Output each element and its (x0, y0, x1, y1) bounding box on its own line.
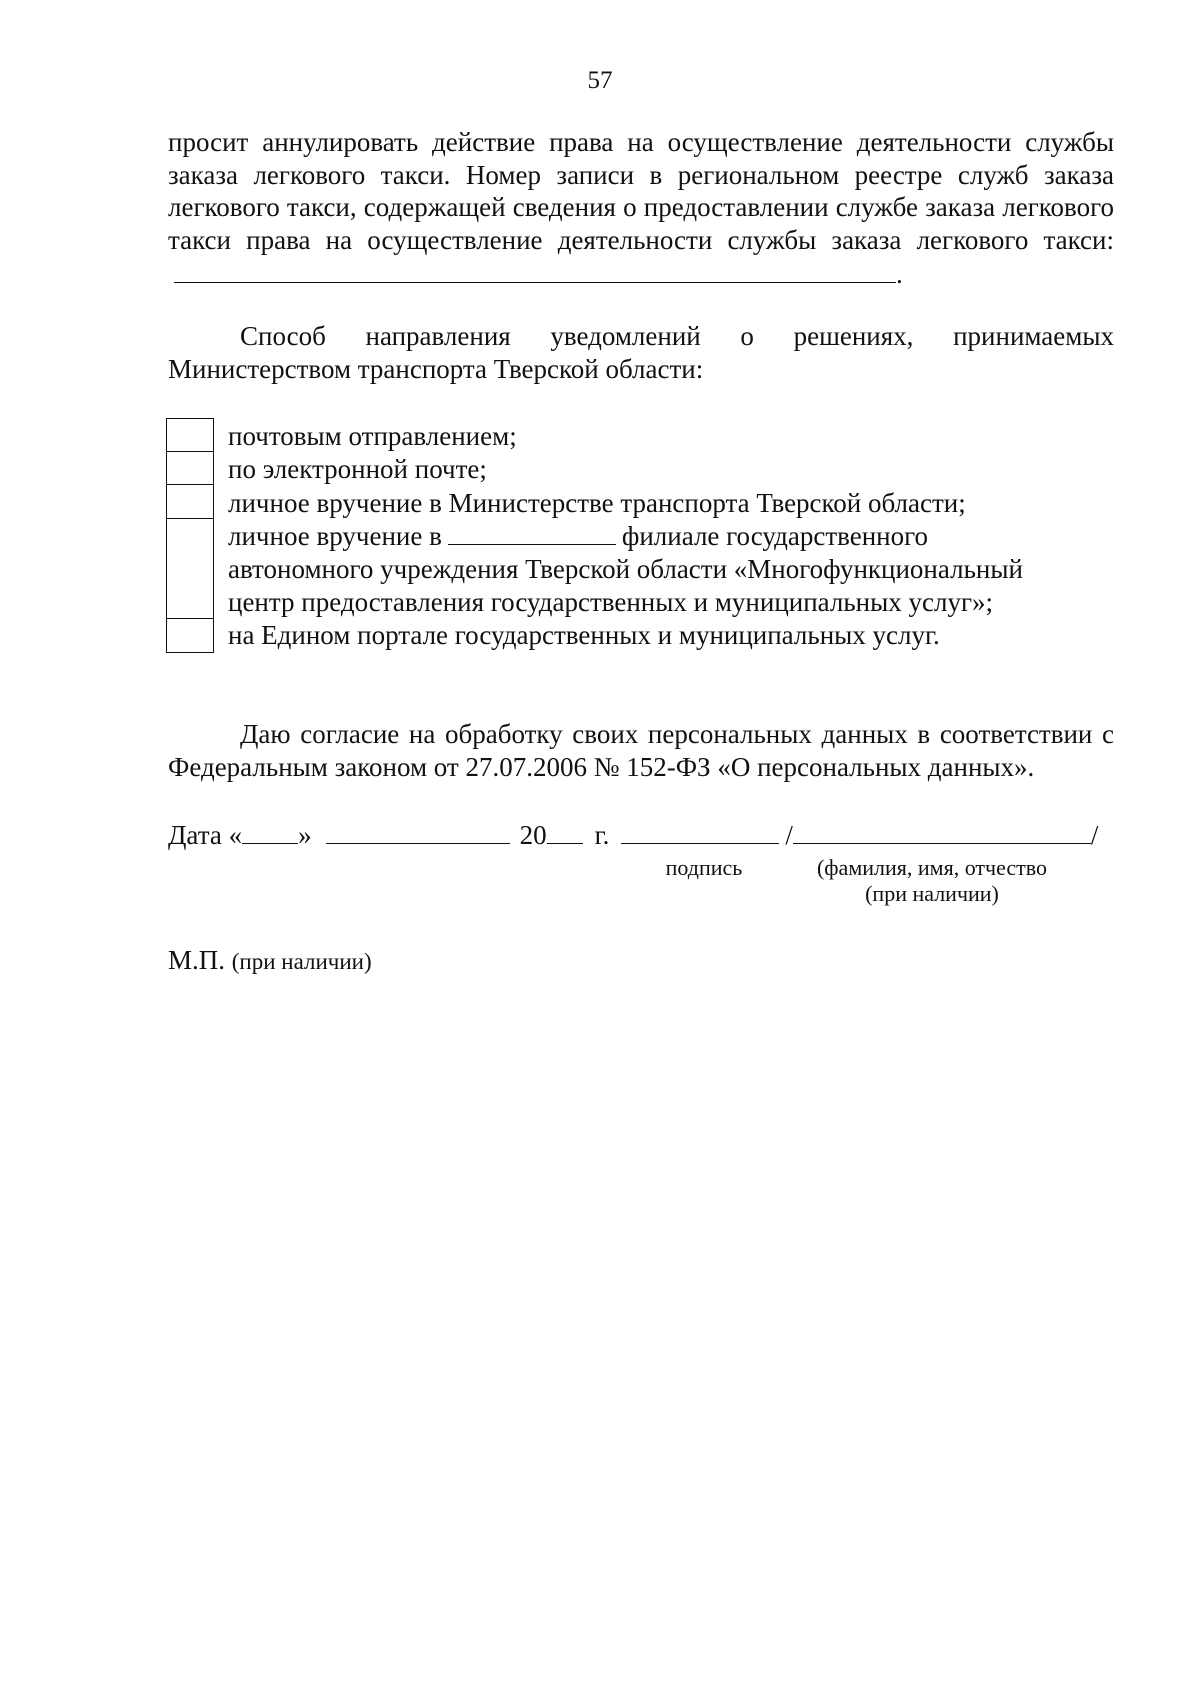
checkbox-email[interactable] (166, 451, 214, 485)
checkbox-ministry-personal[interactable] (166, 484, 214, 519)
registry-number-blank[interactable] (174, 256, 896, 283)
slash-2: / (1090, 820, 1099, 850)
option-mfc-label-start: личное вручение в (228, 521, 442, 551)
paragraph-annul-request-end: . (896, 259, 903, 289)
date-quote-close: » (298, 820, 312, 850)
date-month-blank[interactable] (326, 819, 510, 844)
stamp-label: М.П. (168, 945, 226, 975)
date-day-blank[interactable] (242, 819, 298, 844)
paragraph-annul-request-text: просит аннулировать действие права на осуществление деятельности службы заказа легкового такси. Номер записи в региональном реестре служб заказа легкового такси, содержащей сведения о предоставлении службе заказа легкового такси права на осуществление деятельности службы заказа легкового такси: (168, 127, 1114, 255)
checkbox-mfc-personal[interactable] (166, 518, 214, 619)
page-number: 57 (587, 67, 613, 94)
checkbox-postal[interactable] (166, 418, 214, 452)
caption-signature: подпись (665, 855, 743, 880)
date-label: Дата « (168, 820, 243, 850)
option-mfc-label-line2: автономного учреждения Тверской области «Многофункциональный (228, 554, 1023, 584)
option-ministry-label: личное вручение в Министерстве транспорта Тверской области; (228, 488, 966, 518)
paragraph-notification-method: Способ направления уведомлений о решениях, принимаемых Министерством транспорта Тверской области: (168, 321, 1114, 384)
date-year-blank[interactable] (547, 819, 583, 844)
stamp-note: (при наличии) (231, 949, 372, 974)
option-mfc-label-line3: центр предоставления государственных и муниципальных услуг»; (228, 587, 994, 617)
caption-full-name: (фамилия, имя, отчество (816, 855, 1048, 880)
option-mfc-label-end: филиале государственного (621, 521, 929, 551)
option-email-label: по электронной почте; (228, 454, 487, 484)
stamp-place (168, 944, 372, 978)
option-portal-label: на Едином портале государственных и муниципальных услуг. (228, 620, 940, 650)
mfc-branch-blank[interactable] (448, 520, 616, 545)
paragraph-consent: Даю согласие на обработку своих персональных данных в соответствии с Федеральным законом от 27.07.2006 № 152-ФЗ «О персональных данных». (168, 719, 1114, 782)
option-postal-label: почтовым отправлением; (228, 421, 517, 451)
year-suffix: г. (594, 820, 610, 850)
date-signature-row (168, 818, 1098, 852)
checkbox-gov-portal[interactable] (166, 618, 214, 653)
caption-if-available: (при наличии) (865, 881, 999, 906)
date-century: 20 (519, 820, 547, 850)
option-mfc-label-line1 (228, 520, 928, 553)
full-name-blank[interactable] (793, 819, 1091, 844)
slash-1: / (785, 820, 793, 850)
signature-blank[interactable] (621, 819, 779, 844)
paragraph-annul-request (168, 126, 1114, 291)
